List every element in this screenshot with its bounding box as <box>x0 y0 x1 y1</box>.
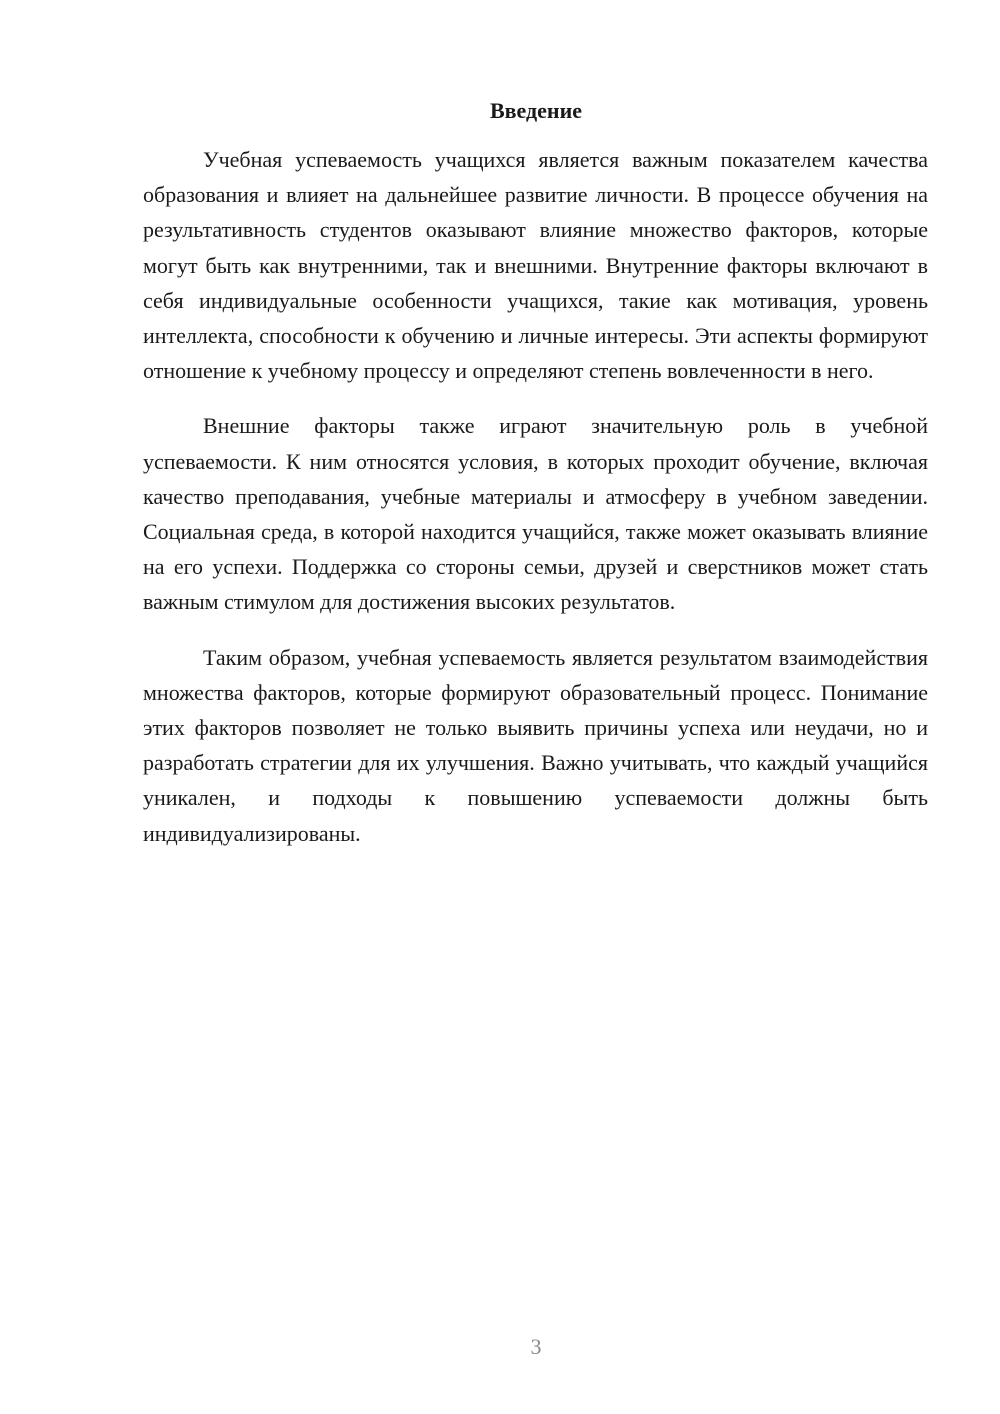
page-title: Введение <box>489 98 583 123</box>
paragraph-2: Внешние факторы также играют значительную роль в учебной успеваемости. К ним относятся условия, в которых проходит обучение, включая качество преподавания, учебные материалы и атмосферу в учебном заведении. Социальная среда, в которой находится учащийся, также может оказывать влияние на его успехи. Поддержка со стороны семьи, друзей и сверстников может стать важным стимулом для достижения высоких результатов. <box>143 413 928 615</box>
body-text <box>143 142 928 871</box>
paragraph-3: Таким образом, учебная успеваемость является результатом взаимодействия множества факторов, которые формируют образовательный процесс. Понимание этих факторов позволяет не только выявить причины успеха или неудачи, но и разработать стратегии для их улучшения. Важно учитывать, что каждый учащийся уникален, и подходы к повышению успеваемости должны быть индивидуализированы. <box>143 644 928 846</box>
page-number: 3 <box>530 1334 542 1359</box>
paragraph-1: Учебная успеваемость учащихся является важным показателем качества образования и влияет на дальнейшее развитие личности. В процессе обучения на результативность студентов оказывают влияние множество факторов, которые могут быть как внутренними, так и внешними. Внутренние факторы включают в себя индивидуальные особенности учащихся, такие как мотивация, уровень интеллекта, способности к обучению и личные интересы. Эти аспекты формируют отношение к учебному процессу и определяют степень вовлеченности в него. <box>143 147 928 384</box>
